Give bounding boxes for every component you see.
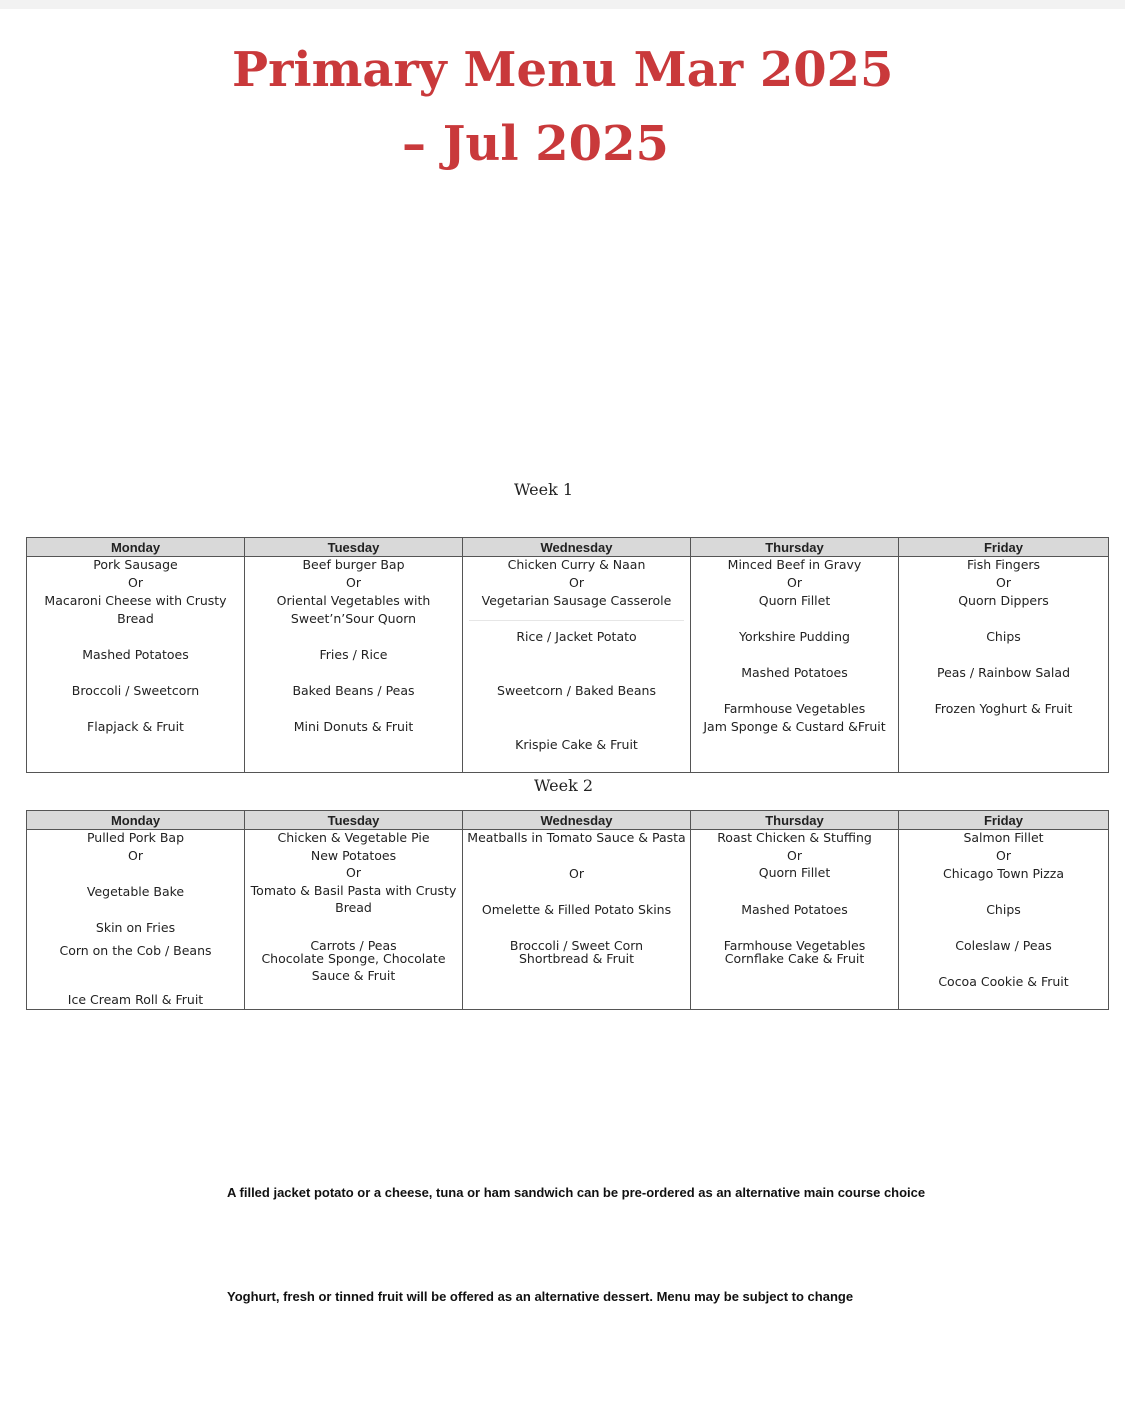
menu-item: Salmon Fillet (963, 830, 1044, 845)
week-1-wednesday-column (463, 538, 691, 772)
menu-item: Vegetarian Sausage Casserole (481, 593, 672, 608)
menu-item: Corn on the Cob / Beans (59, 943, 212, 958)
day-header: Wednesday (463, 811, 690, 830)
week-2-label: Week 2 (534, 776, 594, 795)
menu-item: Or (346, 865, 361, 880)
menu-item: Chicago Town Pizza (942, 866, 1064, 881)
menu-item: Vegetable Bake (86, 884, 185, 899)
week-1-tuesday-column (245, 538, 463, 772)
menu-item: Roast Chicken & Stuffing (717, 830, 872, 845)
page-title-line-2: – Jul 2025 (402, 116, 669, 172)
day-header: Thursday (691, 811, 898, 830)
menu-item: Oriental Vegetables with (276, 593, 431, 608)
week-2-monday-column (27, 811, 245, 1009)
alternative-dessert-note: Yoghurt, fresh or tinned fruit will be offered as an alternative dessert. Menu may be subject to change (227, 1289, 854, 1304)
menu-item: Peas / Rainbow Salad (936, 665, 1071, 680)
day-header: Wednesday (463, 538, 690, 557)
menu-item: Sweetcorn / Baked Beans (497, 683, 656, 698)
menu-item: Mashed Potatoes (82, 647, 189, 662)
menu-item: Chicken & Vegetable Pie (277, 830, 430, 845)
week-1-table (26, 537, 1109, 773)
page-title-line-1: Primary Menu Mar 2025 (232, 42, 894, 98)
menu-item: Sweet’n’Sour Quorn (290, 611, 417, 626)
day-header: Friday (899, 538, 1108, 557)
alternative-main-note: A filled jacket potato or a cheese, tuna or ham sandwich can be pre-ordered as an alternative main course choice (227, 1185, 926, 1200)
week-1-thursday-column (691, 538, 899, 772)
menu-item: Quorn Fillet (758, 593, 831, 608)
top-bar (0, 0, 1125, 9)
menu-item: Skin on Fries (95, 920, 176, 935)
menu-item: Broccoli / Sweetcorn (71, 683, 200, 698)
menu-item: Quorn Dippers (958, 593, 1049, 608)
menu-item: Jam Sponge & Custard &Fruit (703, 719, 886, 734)
menu-item: Omelette & Filled Potato Skins (481, 902, 672, 917)
menu-item: Pulled Pork Bap (86, 830, 185, 845)
menu-item: Bread (335, 900, 372, 915)
menu-item: Or (346, 575, 361, 590)
menu-item: Tomato & Basil Pasta with Crusty (250, 883, 457, 898)
menu-item: Coleslaw / Peas (955, 938, 1052, 953)
week-2-table (26, 810, 1109, 1010)
menu-item: Mini Donuts & Fruit (293, 719, 414, 734)
week-1-label: Week 1 (514, 480, 574, 499)
cell-divider (469, 620, 684, 621)
day-header: Tuesday (245, 811, 462, 830)
menu-item: Sauce & Fruit (311, 968, 396, 983)
menu-item: Chicken Curry & Naan (507, 557, 646, 572)
menu-item: Or (787, 575, 802, 590)
menu-item: Or (569, 866, 584, 881)
menu-item: Macaroni Cheese with Crusty (44, 593, 227, 608)
menu-item: Meatballs in Tomato Sauce & Pasta (467, 830, 686, 845)
menu-item: Cornflake Cake & Fruit (724, 951, 865, 966)
week-1-monday-column (27, 538, 245, 772)
menu-item: Krispie Cake & Fruit (515, 737, 638, 752)
menu-item: Or (128, 575, 143, 590)
menu-item: Or (569, 575, 584, 590)
week-1-friday-column (899, 538, 1108, 772)
menu-item: Farmhouse Vegetables (723, 701, 866, 716)
day-header: Monday (27, 538, 244, 557)
menu-item: Shortbread & Fruit (518, 951, 635, 966)
menu-item: Mashed Potatoes (741, 665, 848, 680)
menu-item: Minced Beef in Gravy (727, 557, 862, 572)
menu-item: New Potatoes (310, 848, 397, 863)
menu-item: Fish Fingers (966, 557, 1041, 572)
menu-item: Or (996, 575, 1011, 590)
week-2-wednesday-column (463, 811, 691, 1009)
menu-item: Rice / Jacket Potato (516, 629, 637, 644)
menu-item: Chocolate Sponge, Chocolate (261, 951, 446, 966)
week-2-thursday-column (691, 811, 899, 1009)
menu-item: Or (787, 848, 802, 863)
day-header: Thursday (691, 538, 898, 557)
menu-item: Mashed Potatoes (741, 902, 848, 917)
menu-item: Carrots / Peas (310, 938, 397, 953)
menu-item: Bread (117, 611, 154, 626)
menu-item: Chips (986, 902, 1021, 917)
menu-item: Yorkshire Pudding (739, 629, 850, 644)
menu-item: Farmhouse Vegetables (723, 938, 866, 953)
menu-item: Beef burger Bap (302, 557, 405, 572)
week-2-friday-column (899, 811, 1108, 1009)
menu-item: Cocoa Cookie & Fruit (938, 974, 1069, 989)
menu-item: Broccoli / Sweet Corn (509, 938, 644, 953)
menu-item: Baked Beans / Peas (292, 683, 415, 698)
week-2-tuesday-column (245, 811, 463, 1009)
menu-item: Or (996, 848, 1011, 863)
menu-item: Pork Sausage (93, 557, 178, 572)
menu-item: Chips (986, 629, 1021, 644)
day-header: Friday (899, 811, 1108, 830)
menu-item: Flapjack & Fruit (87, 719, 184, 734)
menu-item: Or (128, 848, 143, 863)
day-header: Tuesday (245, 538, 462, 557)
day-header: Monday (27, 811, 244, 830)
menu-item: Quorn Fillet (758, 865, 831, 880)
menu-item: Ice Cream Roll & Fruit (67, 992, 204, 1007)
menu-item: Frozen Yoghurt & Fruit (934, 701, 1073, 716)
menu-item: Fries / Rice (319, 647, 388, 662)
